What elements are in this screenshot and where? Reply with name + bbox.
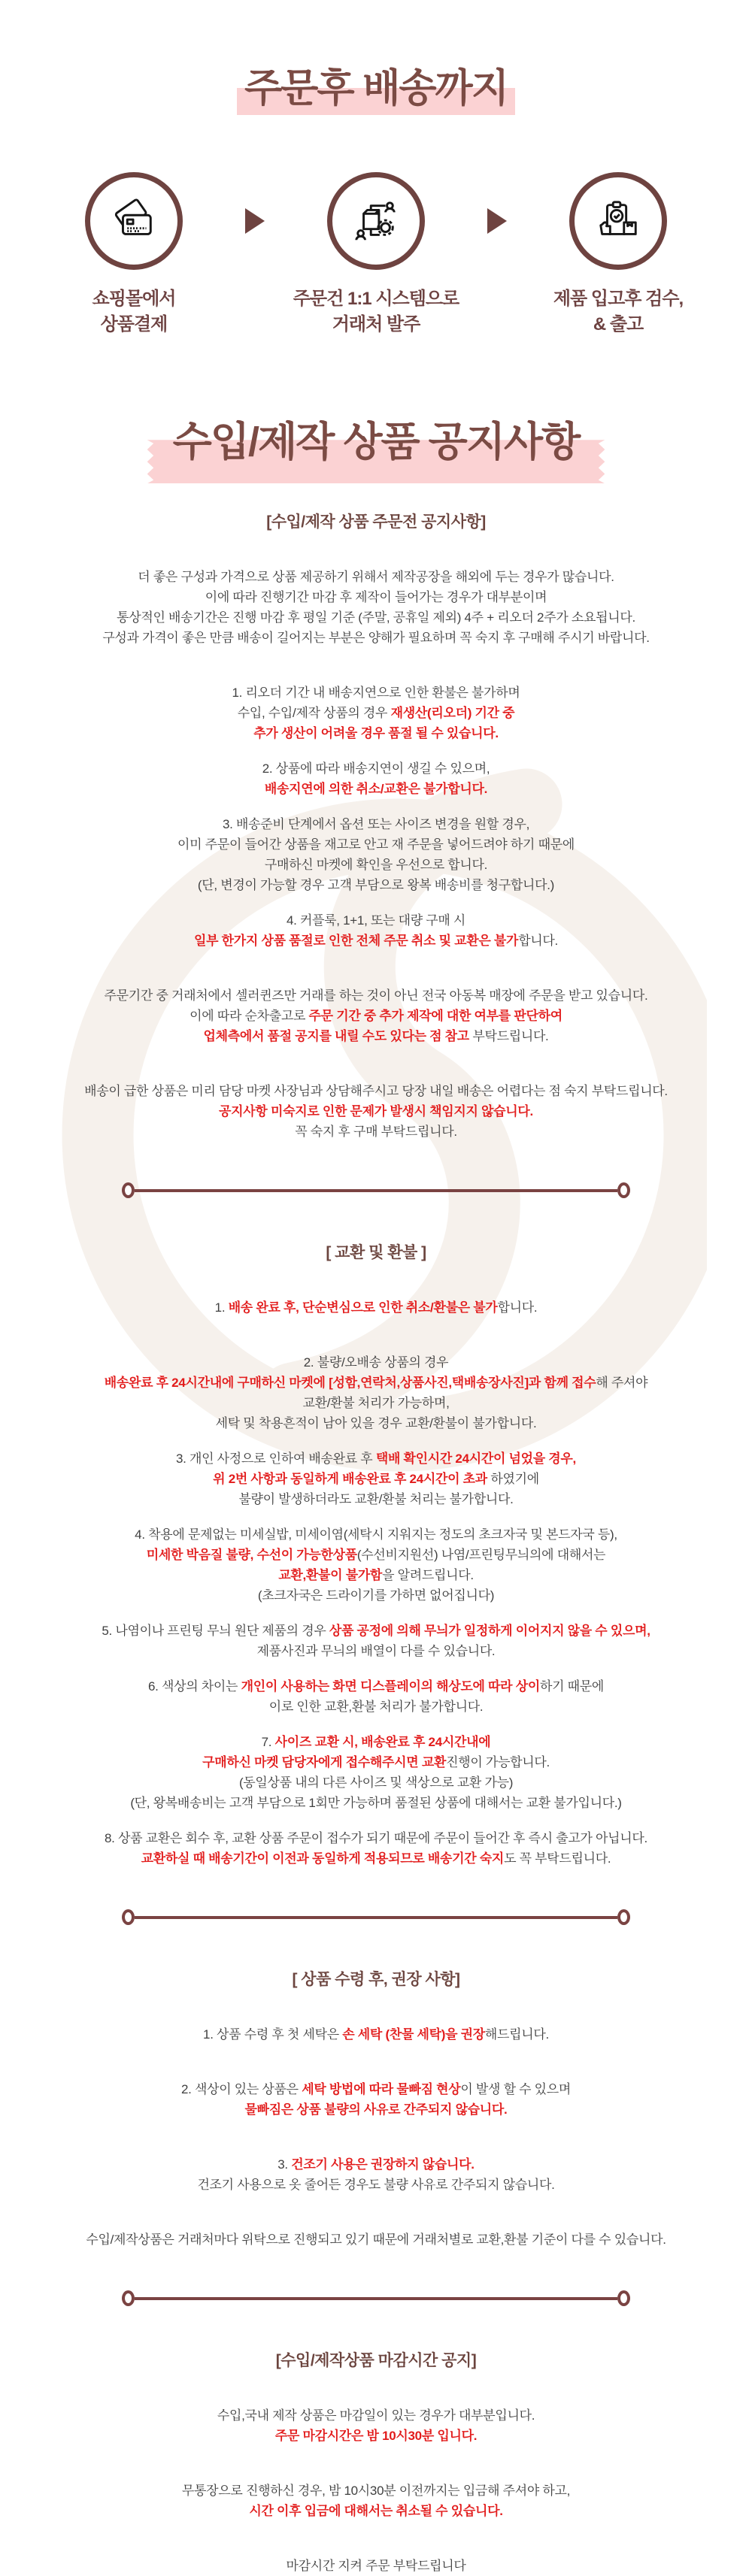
body-text: (단, 변경이 가능할 경우 고객 부담으로 왕복 배송비를 청구합니다.) — [197, 878, 555, 893]
notice-line — [0, 910, 752, 931]
section-heading: [수입/제작 상품 주문전 공지사항] — [266, 513, 486, 531]
body-text: 이로 인한 교환,환불 처리가 불가합니다. — [268, 1700, 484, 1715]
notice-line — [0, 814, 752, 834]
alert-text: 공지사항 미숙지로 인한 문제가 발생시 책임지지 않습니다. — [219, 1104, 533, 1119]
divider-end-ring — [617, 1182, 630, 1198]
step-circle — [327, 172, 425, 270]
alert-text: 업체측에서 품절 공지를 내릴 수도 있다는 점 참고 — [203, 1029, 469, 1044]
notice-line — [0, 1297, 752, 1318]
body-text: 2. 불량/오배송 상품의 경우 — [303, 1355, 449, 1370]
body-text: 3. 배송준비 단계에서 옵션 또는 사이즈 변경을 원할 경우, — [222, 817, 530, 832]
notice-block — [0, 2079, 752, 2120]
notice-line — [0, 1828, 752, 1848]
notice-line — [0, 1352, 752, 1373]
notice-line — [0, 2175, 752, 2195]
body-text: 이에 따라 진행기간 마감 후 제작이 들어가는 경우가 대부분이며 — [205, 590, 547, 605]
body-text: 이에 따라 순차출고로 — [190, 1009, 309, 1024]
notice-line — [0, 1676, 752, 1697]
body-text: 1. — [214, 1300, 229, 1315]
notice-line — [0, 1793, 752, 1813]
body-text: 해 주셔야 — [596, 1376, 648, 1391]
notice-line — [0, 567, 752, 587]
notice-line — [0, 931, 752, 951]
body-text: (초크자국은 드라이기를 가하면 없어집니다) — [257, 1588, 495, 1603]
body-text: 해드립니다. — [484, 2027, 549, 2042]
notice-block — [0, 567, 752, 648]
notice-line — [0, 703, 752, 723]
alert-text: 구매하신 마켓 담당자에게 접수해주시면 교환 — [202, 1755, 447, 1770]
notice-line — [0, 1469, 752, 1489]
divider-line — [135, 2297, 617, 2300]
notice-block — [0, 2405, 752, 2446]
notice-line — [0, 2501, 752, 2521]
step-caption — [287, 286, 465, 338]
step-payment — [45, 172, 223, 338]
page-title: 주문후 배송까지 — [237, 68, 515, 115]
alert-text: 시간 이후 입금에 대해서는 취소될 수 있습니다. — [249, 2504, 503, 2519]
section-heading: [ 교환 및 환불 ] — [326, 1244, 426, 1262]
body-text: (동일상품 내의 다른 사이즈 및 색상으로 교환 가능) — [238, 1775, 514, 1790]
body-text: 구성과 가격이 좋은 만큼 배송이 길어지는 부분은 양해가 필요하며 꼭 숙지 후 구매해 주시기 바랍니다. — [102, 631, 650, 646]
divider-line — [135, 1916, 617, 1919]
alert-text: 개인이 사용하는 화면 디스플레이의 해상도에 따라 상이 — [241, 1679, 540, 1694]
notice-line — [0, 2079, 752, 2099]
notice-line — [0, 1848, 752, 1869]
section-divider — [122, 1182, 630, 1198]
alert-text: 물빠짐은 상품 불량의 사유로 간주되지 않습니다. — [244, 2102, 508, 2117]
alert-text: 추가 생산이 어려울 경우 품절 될 수 있습니다. — [253, 726, 499, 741]
alert-text: 재생산(리오더) 기간 중 — [390, 706, 515, 721]
arrow-right-icon — [245, 208, 265, 234]
body-text: 1. 상품 수령 후 첫 세탁은 — [203, 2027, 343, 2042]
body-text: 5. 나염이나 프린팅 무늬 원단 제품의 경우 — [102, 1624, 329, 1639]
notice-line — [0, 2481, 752, 2501]
body-text: 4. 착용에 문제없는 미세실밥, 미세이염(세탁시 지워지는 정도의 초크자국 및 본드자국 등), — [135, 1527, 617, 1542]
body-text: 하였기에 — [487, 1472, 539, 1487]
arrow-right-icon — [487, 208, 507, 234]
body-text: 을 알려드립니다. — [382, 1568, 474, 1583]
notice-line — [0, 1393, 752, 1413]
notice-block — [0, 2024, 752, 2045]
notice-line — [0, 1026, 752, 1046]
notice-block — [0, 1297, 752, 1318]
header — [0, 68, 752, 115]
notice-line — [0, 1373, 752, 1393]
notice-line — [0, 1006, 752, 1026]
notice-line — [0, 1448, 752, 1469]
notice-line — [0, 2229, 752, 2250]
section-heading: [ 상품 수령 후, 권장 사항] — [292, 1971, 460, 1989]
notice-line — [0, 2405, 752, 2426]
notice-line — [0, 1772, 752, 1793]
notice-block — [0, 1732, 752, 1813]
body-text: 불량이 발생하더라도 교환/환불 처리는 불가합니다. — [238, 1492, 514, 1507]
step-caption — [529, 286, 707, 338]
notice-line — [0, 1081, 752, 1101]
body-text: 6. 색상의 차이는 — [148, 1679, 241, 1694]
body-text: 7. — [261, 1735, 275, 1750]
notice-line — [0, 875, 752, 895]
notice-line — [0, 1101, 752, 1122]
notice-line — [0, 628, 752, 648]
body-text: 수입, 수입/제작 상품의 경우 — [237, 706, 391, 721]
notice-line — [0, 683, 752, 703]
notice-block — [0, 2229, 752, 2250]
notice-line — [0, 1752, 752, 1772]
notice-line — [0, 1732, 752, 1752]
alert-text: 주문 마감시간은 밤 10시30분 입니다. — [274, 2429, 478, 2444]
body-text: 꼭 숙지 후 구매 부탁드립니다. — [295, 1125, 457, 1140]
notice-line — [0, 587, 752, 607]
body-text: 통상적인 배송기간은 진행 마감 후 평일 기준 (주말, 공휴일 제외) 4주 + 리오더 2주가 소요됩니다. — [117, 610, 635, 625]
section-divider — [122, 1909, 630, 1925]
alert-text: 손 세탁 (찬물 세탁)을 권장 — [342, 2027, 485, 2042]
inspection-shipping-icon — [595, 198, 641, 244]
body-text: 무통장으로 진행하신 경우, 밤 10시30분 이전까지는 입금해 주셔야 하고, — [181, 2484, 571, 2499]
body-text: 합니다. — [518, 934, 558, 949]
caption-line: 제품 입고후 검수, — [553, 289, 684, 310]
credit-card-icon — [111, 198, 157, 244]
notice-title-banner — [173, 410, 580, 468]
notice-block — [0, 1352, 752, 1433]
body-text: 수입/제작상품은 거래처마다 위탁으로 진행되고 있기 때문에 거래처별로 교환,환불 기준이 다를 수 있습니다. — [86, 2232, 666, 2248]
section-divider — [122, 2290, 630, 2306]
notice-block — [0, 1081, 752, 1142]
body-text: 1. 리오더 기간 내 배송지연으로 인한 환불은 불가하며 — [232, 686, 520, 701]
notice-line — [0, 2556, 752, 2576]
body-text: 합니다. — [497, 1300, 538, 1315]
notice-line — [0, 1621, 752, 1641]
divider-line — [135, 1189, 617, 1192]
alert-text: 배송지연에 의한 취소/교환은 불가합니다. — [264, 782, 488, 797]
body-text: 건조기 사용으로 옷 줄어든 경우도 불량 사유로 간주되지 않습니다. — [197, 2178, 555, 2193]
notice-line — [0, 855, 752, 875]
notice-block — [0, 910, 752, 951]
body-text: 교환/환불 처리가 가능하며, — [302, 1396, 450, 1411]
alert-text: 배송 완료 후, 단순변심으로 인한 취소/환불은 불가 — [228, 1300, 498, 1315]
alert-text: 사이즈 교환 시, 배송완료 후 24시간내에 — [274, 1735, 491, 1750]
notice-block — [0, 1676, 752, 1717]
alert-text: 택배 확인시간 24시간이 넘었을 경우, — [375, 1451, 576, 1467]
notice-line — [0, 985, 752, 1006]
body-text: 하기 때문에 — [539, 1679, 604, 1694]
body-text: 부탁드립니다. — [468, 1029, 549, 1044]
notice-line — [0, 1524, 752, 1545]
body-text: 2. 색상이 있는 상품은 — [180, 2082, 302, 2097]
body-text: (수선비지원선) 나염/프린팅무늬의에 대해서는 — [356, 1548, 606, 1563]
alert-text: 일부 한가지 상품 품절로 인한 전체 주문 취소 및 교환은 불가 — [194, 934, 519, 949]
divider-end-ring — [122, 2290, 135, 2306]
caption-line: 주문건 1:1 시스템으로 — [293, 289, 459, 310]
alert-text: 미세한 박음질 불량, 수선이 가능한상품 — [146, 1548, 357, 1563]
notice-line — [0, 758, 752, 779]
notice-line — [0, 607, 752, 628]
caption-line: 상품결제 — [100, 314, 168, 335]
body-text: 8. 상품 교환은 회수 후, 교환 상품 주문이 접수가 되기 때문에 주문이 들어간 후 즉시 출고가 아닙니다. — [105, 1831, 647, 1846]
divider-end-ring — [617, 1909, 630, 1925]
body-text: 더 좋은 구성과 가격으로 상품 제공하기 위해서 제작공장을 해외에 두는 경우가 많습니다. — [138, 570, 614, 585]
alert-text: 주문 기간 중 추가 제작에 대한 여부를 판단하여 — [308, 1009, 562, 1024]
alert-text: 건조기 사용은 권장하지 않습니다. — [291, 2157, 475, 2172]
step-circle — [569, 172, 667, 270]
notice-block — [0, 683, 752, 743]
notice-line — [0, 1545, 752, 1565]
notice-line — [0, 1122, 752, 1142]
notice-block — [0, 2556, 752, 2576]
notice-line — [0, 2154, 752, 2175]
body-text: 배송이 급한 상품은 미리 담당 마켓 사장님과 상담해주시고 당장 내일 배송은 어렵다는 점 숙지 부탁드립니다. — [84, 1084, 668, 1099]
caption-line: 거래처 발주 — [332, 314, 420, 335]
notice-block — [0, 985, 752, 1046]
caption-line: & 출고 — [593, 314, 644, 335]
notice-line — [0, 1697, 752, 1717]
body-text: 주문기간 중 거래처에서 셀러퀸즈만 거래를 하는 것이 아닌 전국 아동복 매장에 주문을 받고 있습니다. — [104, 988, 648, 1003]
notice-line — [0, 2024, 752, 2045]
notice-line — [0, 1585, 752, 1606]
body-text: 제품사진과 무늬의 배열이 다를 수 있습니다. — [256, 1644, 496, 1659]
notice-line — [0, 779, 752, 799]
notice-block — [0, 2154, 752, 2195]
section-heading: [수입/제작상품 마감시간 공지] — [275, 2352, 477, 2370]
step-circle — [85, 172, 183, 270]
body-text: 도 꼭 부탁드립니다. — [504, 1851, 611, 1866]
order-process-steps — [0, 172, 752, 338]
alert-text: 교환,환불이 불가함 — [278, 1568, 383, 1583]
divider-end-ring — [122, 1909, 135, 1925]
notice-line — [0, 834, 752, 855]
notice-sections — [0, 510, 752, 2576]
body-text: 세탁 및 착용흔적이 남아 있을 경우 교환/환불이 불가합니다. — [215, 1416, 537, 1431]
body-text: 마감시간 지켜 주문 부탁드립니다 — [286, 2559, 466, 2574]
notice-block — [0, 814, 752, 895]
body-text: 3. — [277, 2157, 292, 2172]
body-text: 4. 커플룩, 1+1, 또는 대량 구매 시 — [286, 913, 466, 928]
body-text: 수입,국내 제작 상품은 마감일이 있는 경우가 대부분입니다. — [217, 2408, 535, 2423]
order-system-icon — [353, 198, 399, 244]
alert-text: 위 2번 사항과 동일하게 배송완료 후 24시간이 초과 — [213, 1472, 487, 1487]
alert-text: 교환하실 때 배송기간이 이전과 동일하게 적용되므로 배송기간 숙지 — [141, 1851, 505, 1866]
caption-line: 쇼핑몰에서 — [92, 289, 176, 310]
step-order-system — [287, 172, 465, 338]
notice-block — [0, 1524, 752, 1606]
notice-line — [0, 1641, 752, 1661]
notice-block — [0, 1828, 752, 1869]
notice-line — [0, 2426, 752, 2446]
notice-block — [0, 758, 752, 799]
step-caption — [45, 286, 223, 338]
alert-text: 상품 공정에 의해 무늬가 일정하게 이어지지 않을 수 있으며, — [329, 1624, 650, 1639]
notice-block — [0, 2481, 752, 2521]
notice-block — [0, 1448, 752, 1509]
divider-end-ring — [617, 2290, 630, 2306]
body-text: 진행이 가능합니다. — [446, 1755, 550, 1770]
body-text: 구매하신 마켓에 확인을 우선으로 합니다. — [264, 858, 488, 873]
notice-line — [0, 1565, 752, 1585]
body-text: 2. 상품에 따라 배송지연이 생길 수 있으며, — [262, 761, 490, 776]
body-text: (단, 왕복배송비는 고객 부담으로 1회만 가능하며 품절된 상품에 대해서는 교환 불가입니다.) — [130, 1796, 622, 1811]
body-text: 3. 개인 사정으로 인하여 배송완료 후 — [176, 1451, 376, 1467]
notice-line — [0, 723, 752, 743]
notice-line — [0, 1489, 752, 1509]
notice-title: 수입/제작 상품 공지사항 — [172, 419, 580, 465]
notice-block — [0, 1621, 752, 1661]
step-inspection — [529, 172, 707, 338]
notice-line — [0, 2099, 752, 2120]
body-text: 이 발생 할 수 있으며 — [460, 2082, 572, 2097]
divider-end-ring — [122, 1182, 135, 1198]
body-text: 이미 주문이 들어간 상품을 재고로 안고 재 주문을 넣어드려야 하기 때문에 — [177, 837, 575, 852]
alert-text: 세탁 방법에 따라 물빠짐 현상 — [302, 2082, 461, 2097]
alert-text: 배송완료 후 24시간내에 구매하신 마켓에 [성함,연락처,상품사진,택배송장사진]과 함께 접수 — [104, 1376, 596, 1391]
notice-line — [0, 1413, 752, 1433]
